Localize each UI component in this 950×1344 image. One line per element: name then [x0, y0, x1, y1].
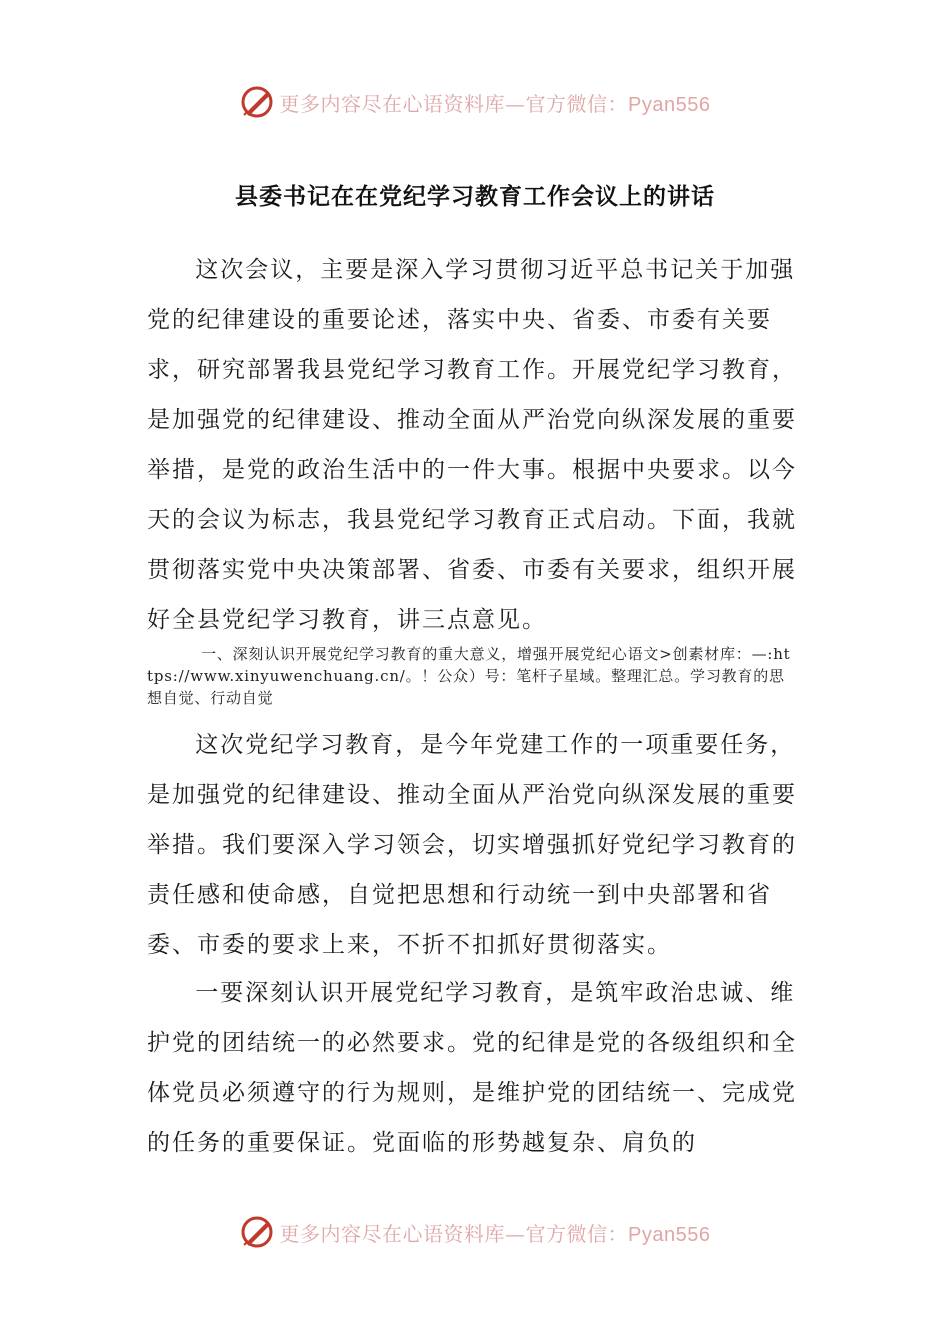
watermark-wechat-id: Pyan556: [628, 1223, 711, 1246]
watermark-wechat-id: Pyan556: [628, 93, 711, 116]
section-heading-1: 一、深刻认识开展党纪学习教育的重大意义，增强开展党纪心语文>创素材库：—:https://www.xinyuwenchuang.cn/。！公众）号：笔杆子星域。整理汇总。学习教育的思想自觉、行动自觉: [147, 645, 791, 707]
paragraph-3: 一要深刻认识开展党纪学习教育，是筑牢政治忠诚、维护党的团结统一的必然要求。党的纪律是党的各级组织和全体党员必须遵守的行为规则，是维护党的团结统一、完成党的任务的重要保证。党面临的形势越复杂、肩负的: [147, 980, 797, 1156]
header-watermark: [0, 80, 950, 124]
watermark-wechat-label: 官方微信：: [525, 91, 629, 116]
paragraph-block-3: [147, 968, 797, 1168]
watermark-wechat-label: 官方微信：: [525, 1221, 629, 1246]
document-title: 县委书记在在党纪学习教育工作会议上的讲话: [235, 184, 715, 210]
paragraph-1: 这次会议，主要是深入学习贯彻习近平总书记关于加强党的纪律建设的重要论述，落实中央、省委、市委有关要求，研究部署我县党纪学习教育工作。开展党纪学习教育，是加强党的纪律建设、推动全面从严治党向纵深发展的重要举措，是党的政治生活中的一件大事。根据中央要求。以今天的会议为标志，我县党纪学习教育正式启动。下面，我就贯彻落实党中央决策部署、省委、市委有关要求，组织开展好全县党纪学习教育，讲三点意见。: [147, 257, 797, 633]
paragraph-2: 这次党纪学习教育，是今年党建工作的一项重要任务，是加强党的纪律建设、推动全面从严治党向纵深发展的重要举措。我们要深入学习领会，切实增强抓好党纪学习教育的责任感和使命感，自觉把思想和行动统一到中央部署和省委、市委的要求上来，不折不扣抓好贯彻落实。: [147, 732, 797, 958]
paragraph-block-2: [147, 720, 797, 970]
watermark-brand: 更多内容尽在心语资料库: [279, 1221, 506, 1246]
quill-pen-circle-icon: [240, 1215, 274, 1249]
footer-watermark: [0, 1210, 950, 1254]
watermark-text: [280, 1218, 711, 1247]
watermark-brand: 更多内容尽在心语资料库: [279, 91, 506, 116]
quill-pen-circle-icon: [240, 85, 274, 119]
paragraph-block-1: [147, 245, 797, 645]
watermark-dash: —: [505, 91, 526, 116]
watermark-text: [280, 88, 711, 117]
watermark-dash: —: [505, 1221, 526, 1246]
